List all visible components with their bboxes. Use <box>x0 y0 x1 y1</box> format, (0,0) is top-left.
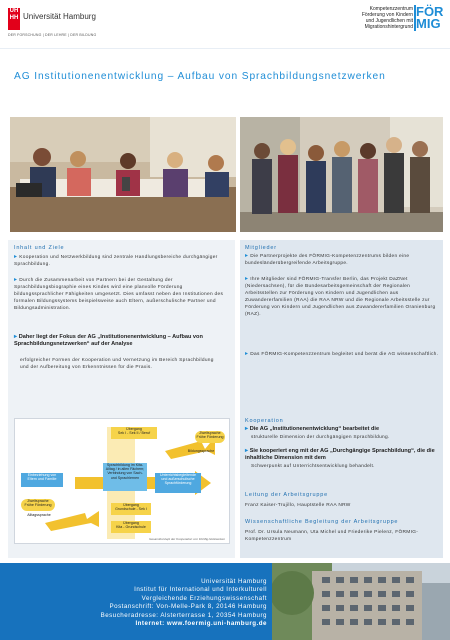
bullet-continuation: erfolgreicher Formen der Kooperation und Vernetzung im Bereich Sprachbildung und der Aufbereitung von Erkenntnissen für die Praxis. <box>20 358 214 370</box>
university-name: Universität Hamburg <box>23 12 96 21</box>
title-band <box>0 48 450 121</box>
diagram-label-bildungssprache: Bildungssprache <box>187 449 215 453</box>
foermig-logo: FÖR MIG <box>416 4 444 31</box>
bullet-icon: ▸ <box>14 277 20 283</box>
member-item: ▸ Die Partnerprojekte des FÖRMIG-Kompetenzzentrums bilden eine bundesländerübergreifende Arbeitsgruppe. <box>245 253 410 266</box>
bullet-icon: ▸ <box>245 426 250 432</box>
bullet-icon: ▸ <box>245 253 251 259</box>
member-item: ▸ Ihre Mitglieder sind FÖRMIG-Transfer Berlin, das Projekt DaZNet (Niedersachsen), für die Bundesarbeitsgemeinschaft der Regionalen Arbeitsstellen zur Förderung von Kindern und Jugendlichen aus Zuwandererfamilien (RAA) die RAA NRW und die Regionale Arbeitsstelle zur Förderung von Kindern und Jugendlichen aus Zuwandererfamilien Oranienburg (RAZ). <box>245 276 436 317</box>
website-link[interactable]: Internet: www.foermig.uni-hamburg.de <box>135 620 267 628</box>
bullet-icon: ▸ <box>14 334 19 340</box>
competence-center-label: Kompetenzzentrum Förderung von Kindern und Jugendlichen mit Migrationshintergrund <box>361 6 413 30</box>
bullet-item-emphasis: ▸ Daher liegt der Fokus der AG „Institutionenentwicklung – Aufbau von Sprachbildungsnetzwerken“ auf der Analyse <box>14 334 203 347</box>
diagram-caption: Gesamtkonzept der Kooperation von FörMig-Netzwerken <box>149 537 225 541</box>
university-logo: UH HH <box>8 8 20 30</box>
bullet-icon: ▸ <box>245 276 251 282</box>
diagram-box-second-language-bottom: Zweitsprache Frühe Förderung <box>21 499 55 511</box>
bullet-item: ▸ Durch die Zusammenarbeit von Partnern bei der Gestaltung der Sprachbildungsbiographie eines Kindes wird eine planvolle Förderung bildungssprachlicher Fähigkeiten umgesetzt. Dies umfasst neben den Institutionen des formalen Bildungssystems beispielsweise auch Eltern, außerschulische Partner und Bildungsadministration. <box>14 277 224 311</box>
page-title: AG Institutionenentwicklung – Aufbau von Sprachbildungsnetzwerken <box>14 71 386 82</box>
cooperation-text: strukturelle Dimension der durchgängigen Sprachbildung. <box>251 435 390 440</box>
diagram-label-alltagssprache: Alltagssprache <box>27 513 51 517</box>
cooperation-diagram <box>14 418 230 544</box>
cooperation-text-bold: ▸ Die AG „Institutionenentwicklung“ bearbeitet die <box>245 426 380 432</box>
diagram-box-second-language-top: Zweitsprache Frühe Förderung <box>195 431 225 443</box>
bullet-icon: ▸ <box>245 448 250 454</box>
diagram-box-support: Unterrichtsbegleitende und außerschulische Sprachförderung <box>155 473 201 493</box>
diagram-box-language-education: Sprachbildung im Kita- Alltag / in allen Fächern; Verbindung von Sach- und Sprachlernen <box>103 463 147 491</box>
bullet-item: ▸ Kooperation und Netzwerkbildung sind zentrale Handlungsbereiche durchgängiger Sprachbildung. <box>14 254 218 267</box>
diagram-box-transition-kita: Übergang Kita - Grundschule <box>111 521 151 533</box>
section-heading-leadership: Leitung der Arbeitsgruppe <box>245 492 328 498</box>
section-heading-cooperation: Kooperation <box>245 418 284 424</box>
university-tagline: DER FORSCHUNG | DER LEHRE | DER BILDUNG <box>8 33 97 37</box>
diagram-box-transition-primary: Übergang Grundschule - Sek I <box>111 503 151 515</box>
section-heading-members: Mitglieder <box>245 245 277 251</box>
section-heading-scientific: Wissenschaftliche Begleitung der Arbeitsgruppe <box>245 519 399 525</box>
leadership-text: Franz Kaiser-Trujillo, Hauptstelle RAA NRW <box>245 503 351 508</box>
section-heading-content: Inhalt und Ziele <box>14 245 65 251</box>
footer-address: Universität Hamburg Institut für International und Interkulturell Vergleichende Erziehungswissenschaft Postanschrift: Von-Melle-Park 8, 20146 Hamburg Besucheradresse: Alsterterrasse 1, 20354 Hamburg Internet: www.foermig.uni-hamburg.de <box>100 578 267 628</box>
building-photo <box>272 563 450 640</box>
bullet-icon: ▸ <box>245 351 251 357</box>
group-photo <box>240 117 443 232</box>
meeting-photo <box>10 117 236 232</box>
diagram-box-transition-sek: Übergang Sek I - Sek II / Beruf <box>111 427 157 439</box>
bullet-icon: ▸ <box>14 254 20 260</box>
cooperation-text-bold: ▸ Sie kooperiert eng mit der AG „Durchgängige Sprachbildung“, die die inhaltliche Dimension mit dem <box>245 448 435 461</box>
cooperation-text: Schwerpunkt auf Unterrichtsentwicklung behandelt. <box>251 464 375 469</box>
scientific-text: Prof. Dr. Ursula Neumann, Uta Michel und Friederike Pielenz, FÖRMIG-Kompetenzzentrum <box>245 530 419 542</box>
member-item: ▸ Das FÖRMIG-Kompetenzzentrum begleitet und berät die AG wissenschaftlich. <box>245 351 439 357</box>
diagram-box-parents: Einbeziehung von Eltern und Familie <box>21 473 63 487</box>
